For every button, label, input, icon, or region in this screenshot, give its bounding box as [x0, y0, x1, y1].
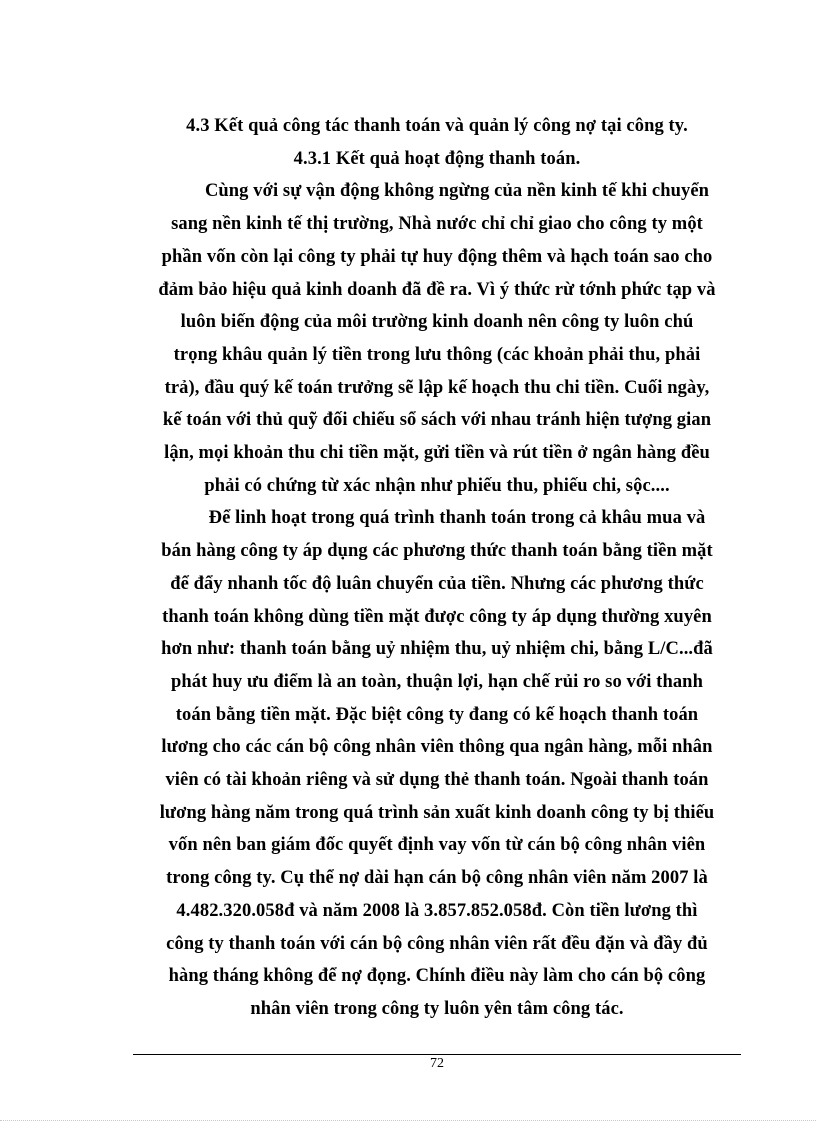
paragraph-line: để đẩy nhanh tốc độ luân chuyển của tiền. Nhưng các phương thức	[170, 573, 704, 594]
paragraph-line: đảm bảo hiệu quả kinh doanh đã đề ra. Vì ý thức rừ tớnh phức tạp và	[158, 279, 716, 300]
paragraph-line: hàng tháng không để nợ đọng. Chính điều này làm cho cán bộ công	[168, 966, 706, 987]
paragraph-line: trả), đầu quý kế toán trưởng sẽ lập kế hoạch thu chi tiền. Cuối ngày,	[164, 377, 710, 398]
page-number: 72	[430, 1056, 444, 1071]
paragraph-line: phần vốn còn lại công ty phải tự huy động thêm và hạch toán sao cho	[161, 246, 713, 267]
paragraph-line: trọng khâu quản lý tiền trong lưu thông (các khoản phải thu, phải	[173, 344, 701, 365]
paragraph-line: Cùng với sự vận động không ngừng của nền kinh tế khi chuyển	[204, 181, 710, 202]
paragraph-line: kế toán với thủ quỹ đối chiếu sổ sách với nhau tránh hiện tượng gian	[162, 410, 712, 431]
paragraph-line: trong công ty. Cụ thể nợ dài hạn cán bộ công nhân viên năm 2007 là	[166, 868, 708, 889]
subsection-heading: 4.3.1 Kết quả hoạt động thanh toán.	[293, 148, 581, 169]
paragraph-line: thanh toán không dùng tiền mặt được công ty áp dụng thường xuyên	[162, 606, 712, 627]
section-heading: 4.3 Kết quả công tác thanh toán và quản lý công nợ tại công ty.	[186, 116, 688, 136]
footer-divider	[133, 1054, 741, 1055]
paragraph-line: hơn như: thanh toán bằng uỷ nhiệm thu, uỷ nhiệm chi, bằng L/C...đã	[161, 639, 713, 660]
paragraph-line: Để linh hoạt trong quá trình thanh toán trong cả khâu mua và	[208, 508, 706, 529]
paragraph-line: lận, mọi khoản thu chi tiền mặt, gửi tiền và rút tiền ở ngân hàng đều	[164, 443, 710, 464]
paragraph-line: 4.482.320.058đ và năm 2008 là 3.857.852.058đ. Còn tiền lương thì	[176, 900, 698, 921]
paragraph-line: công ty thanh toán với cán bộ công nhân viên rất đều đặn và đầy đủ	[166, 933, 708, 954]
paragraph-line: vốn nên ban giám đốc quyết định vay vốn từ cán bộ công nhân viên	[168, 835, 706, 856]
paragraph-line: luôn biến động của môi trường kinh doanh nên công ty luôn chú	[180, 312, 694, 333]
document-body	[130, 110, 744, 1026]
paragraph-line: phát huy ưu điểm là an toàn, thuận lợi, hạn chế rủi ro so với thanh	[171, 671, 703, 692]
paragraph-line: phải có chứng từ xác nhận như phiếu thu, phiếu chi, sộc....	[204, 475, 670, 496]
paragraph-line: lương cho các cán bộ công nhân viên thông qua ngân hàng, mỗi nhân	[161, 737, 713, 758]
paragraph-line: sang nền kinh tế thị trường, Nhà nước chỉ chỉ giao cho công ty một	[171, 214, 703, 235]
paragraph-line: lương hàng năm trong quá trình sản xuất kinh doanh công ty bị thiếu	[159, 802, 715, 823]
paragraph-line: nhân viên trong công ty luôn yên tâm công tác.	[250, 998, 624, 1019]
paragraph-line: bán hàng công ty áp dụng các phương thức thanh toán bằng tiền mặt	[161, 541, 713, 562]
paragraph-line: viên có tài khoản riêng và sử dụng thẻ thanh toán. Ngoài thanh toán	[165, 770, 709, 791]
page-edge	[0, 1120, 816, 1121]
paragraph-line: toán bằng tiền mặt. Đặc biệt công ty đang có kế hoạch thanh toán	[175, 704, 699, 725]
